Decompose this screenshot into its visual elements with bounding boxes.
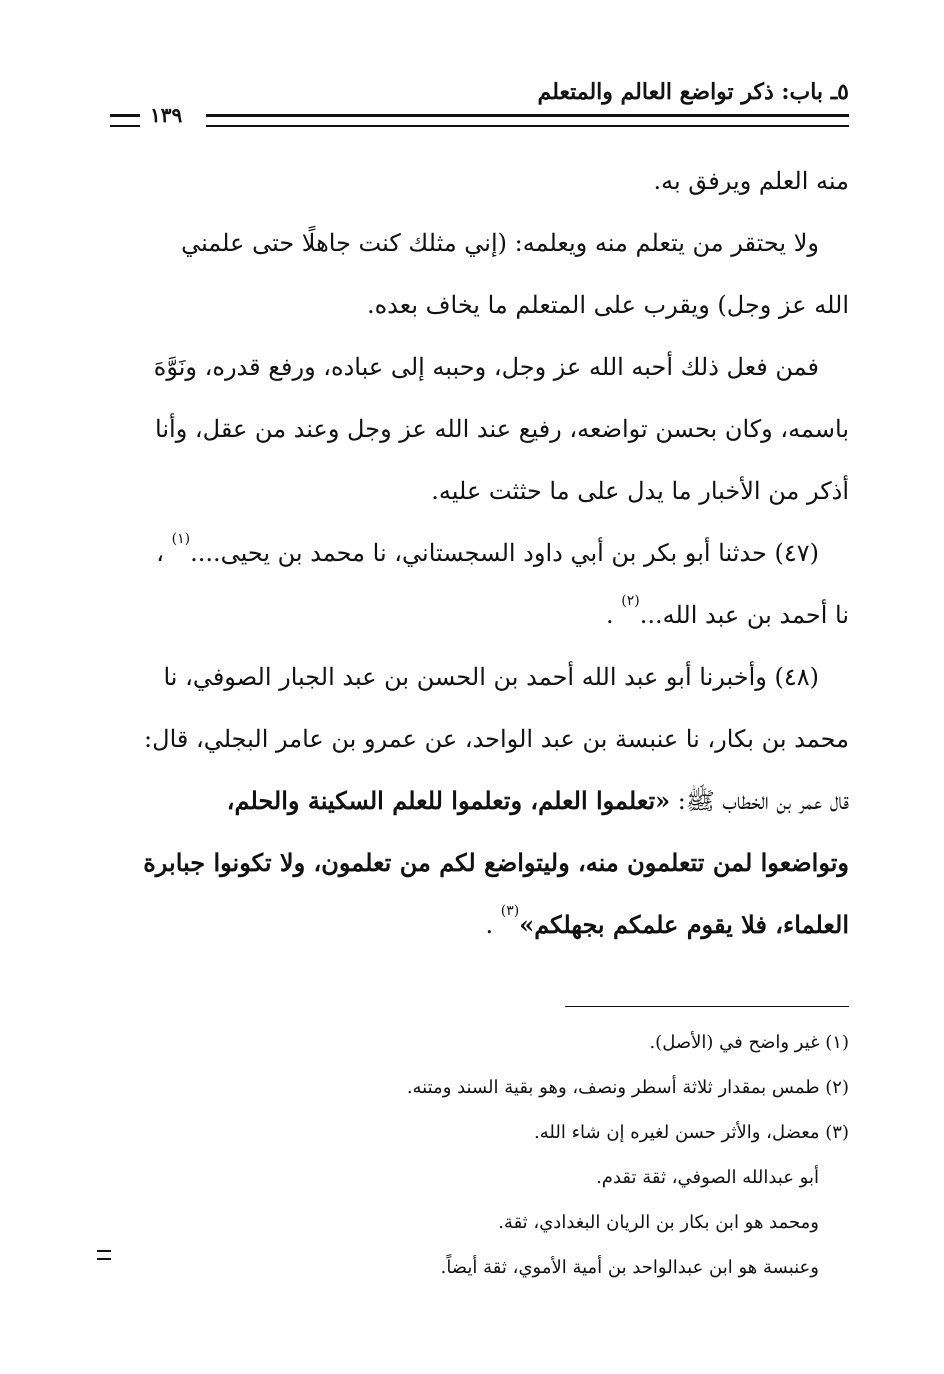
text-line-6-suffix: ، — [156, 539, 164, 567]
text-line-0: منه العلم ويرفق به. — [653, 167, 849, 195]
text-line — [110, 336, 849, 398]
text-line-3: فمن فعل ذلك أحبه الله عز وجل، وحببه إلى عباده، ورفع قدره، ونَوَّهَ — [153, 353, 819, 381]
footnote-ref-2[interactable]: (٢) — [621, 593, 640, 609]
text-line — [110, 460, 849, 522]
text-line — [110, 584, 849, 646]
text-line-12: العلماء، فلا يقوم علمكم بجهلكم» — [519, 910, 849, 939]
text-line — [110, 832, 849, 894]
text-line-7: نا أحمد بن عبد الله... — [639, 601, 849, 629]
footnote-2: (٢) طمس بمقدار ثلاثة أسطر ونصف، وهو بقية السند ومتنه. — [406, 1077, 849, 1098]
text-line-9: محمد بن بكار، نا عنبسة بن عبد الواحد، عن عمرو بن عامر البجلي، قال: — [144, 725, 849, 753]
text-line-4: باسمه، وكان بحسن تواضعه، رفيع عند الله عز وجل وعند من عقل، وأنا — [155, 415, 849, 443]
text-line — [110, 522, 849, 584]
text-line-1: ولا يحتقر من يتعلم منه ويعلمه: (إني مثلك كنت جاهلًا حتى علمني — [181, 229, 819, 257]
text-line-5: أذكر من الأخبار ما يدل على ما حثثت عليه. — [431, 477, 849, 505]
page-number: ١٣٩ — [150, 103, 183, 127]
footnote-separator — [565, 1006, 849, 1007]
footnote-1: (١) غير واضح في (الأصل). — [649, 1032, 849, 1053]
text-line-10-quote: «تعلموا العلم، وتعلموا للعلم السكينة والحلم، — [226, 786, 671, 815]
text-line — [110, 894, 849, 956]
footnotes — [110, 1020, 849, 1290]
footnote-3-detail: أبو عبدالله الصوفي، ثقة تقدم. — [596, 1167, 819, 1188]
text-line — [110, 646, 849, 708]
text-line — [110, 708, 849, 770]
text-line — [110, 770, 849, 832]
text-line — [110, 150, 849, 212]
text-line-6: (٤٧) حدثنا أبو بكر بن أبي داود السجستاني، نا محمد بن يحيى.... — [190, 539, 819, 567]
text-line — [110, 212, 849, 274]
footnote-ref-3[interactable]: (٣) — [500, 903, 520, 919]
footnote-3-detail: وعنبسة هو ابن عبدالواحد بن أمية الأموي، ثقة أيضاً. — [440, 1257, 819, 1278]
text-line — [110, 398, 849, 460]
footnote-ref-1[interactable]: (١) — [171, 531, 191, 547]
text-line-8: (٤٨) وأخبرنا أبو عبد الله أحمد بن الحسن بن عبد الجبار الصوفي، نا — [163, 663, 819, 691]
text-line-7-suffix: . — [605, 601, 614, 629]
text-line-11: وتواضعوا لمن تتعلمون منه، وليتواضع لكم من تعلمون، ولا تكونوا جبابرة — [143, 848, 849, 877]
text-line — [110, 274, 849, 336]
header-rule-short — [110, 114, 140, 127]
margin-mark — [97, 1250, 111, 1260]
text-line-12-suffix: . — [485, 911, 494, 939]
header-rule — [206, 114, 849, 127]
footnote-3: (٣) معضل، والأثر حسن لغيره إن شاء الله. — [534, 1122, 849, 1143]
footnote-3-detail: ومحمد هو ابن بكار بن الريان البغدادي، ثقة. — [498, 1212, 819, 1233]
chapter-title: ٥ـ باب: ذكر تواضع العالم والمتعلم — [537, 79, 849, 105]
main-text — [110, 150, 849, 956]
text-line-2: الله عز وجل) ويقرب على المتعلم ما يخاف بعده. — [366, 291, 849, 319]
text-line-10-plain: قال عمر بن الخطاب ﷺ: — [670, 787, 849, 815]
